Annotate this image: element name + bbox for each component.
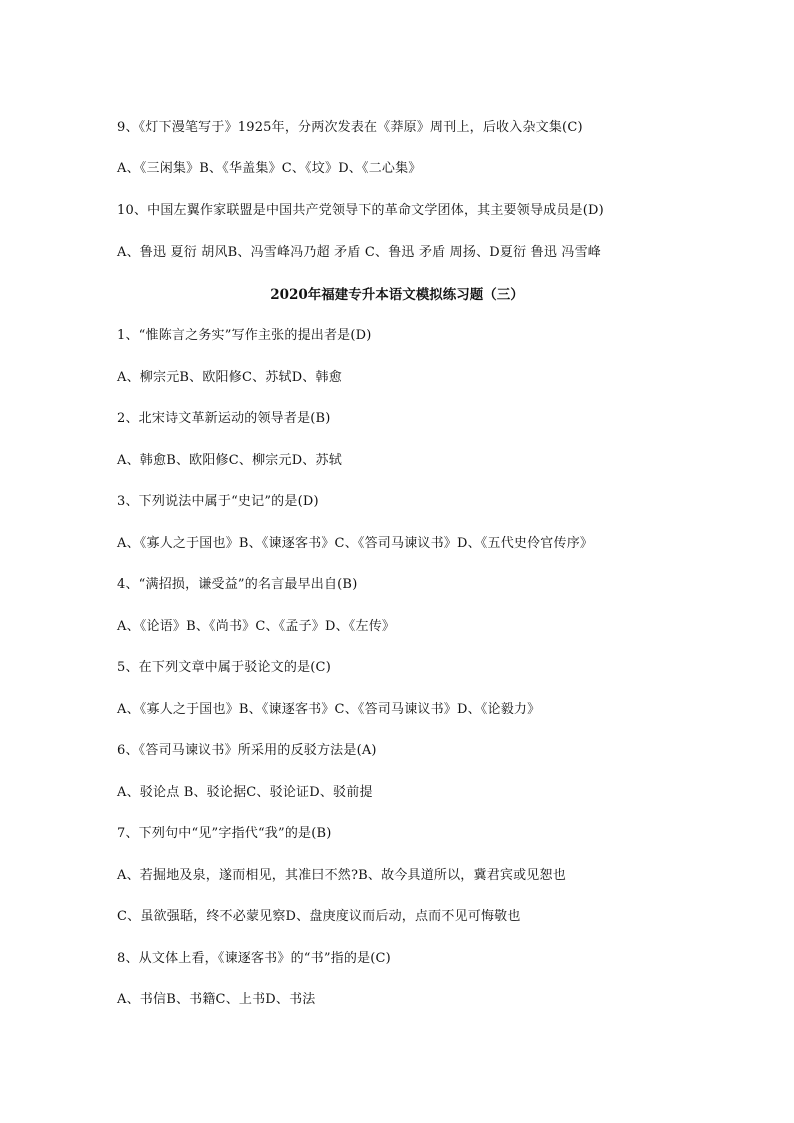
question-1-options: A、柳宗元B、欧阳修C、苏轼D、韩愈 <box>117 370 342 385</box>
question-4-options: A、《论语》B、《尚书》C、《孟子》D、《左传》 <box>117 619 396 634</box>
question-9-options: A、《三闲集》B、《华盖集》C、《坟》D、《二心集》 <box>117 161 422 176</box>
question-2-options: A、韩愈B、欧阳修C、柳宗元D、苏轼 <box>117 453 342 468</box>
question-8: 8、从文体上看，《谏逐客书》的“书”指的是(C) <box>117 951 391 966</box>
question-2: 2、北宋诗文革新运动的领导者是(B) <box>117 411 331 426</box>
question-4: 4、“满招损，谦受益”的名言最早出自(B) <box>117 577 358 592</box>
question-7: 7、下列句中“见”字指代“我”的是(B) <box>117 826 332 841</box>
question-6: 6、《答司马谏议书》所采用的反驳方法是(A) <box>117 743 377 758</box>
question-6-options: A、驳论点 B、驳论据C、驳论证D、驳前提 <box>117 785 373 800</box>
question-10-options: A、鲁迅 夏衍 胡风B、冯雪峰冯乃超 矛盾 C、鲁迅 矛盾 周扬、D夏衍 鲁迅 冯雪峰 <box>117 245 601 260</box>
question-1: 1、“惟陈言之务实”写作主张的提出者是(D) <box>117 328 372 343</box>
question-10: 10、中国左翼作家联盟是中国共产党领导下的革命文学团体，其主要领导成员是(D) <box>117 203 604 218</box>
question-3: 3、下列说法中属于“史记”的是(D) <box>117 494 319 509</box>
question-7-options-cd: C、虽欲强聒，终不必蒙见察D、盘庚度议而后动，点而不见可悔敬也 <box>117 909 521 924</box>
section-title: 2020年福建专升本语文模拟练习题（三） <box>270 287 524 303</box>
question-9: 9、《灯下漫笔写于》1925年，分两次发表在《莽原》周刊上，后收入杂文集(C) <box>117 120 583 135</box>
question-5-options: A、《寡人之于国也》B、《谏逐客书》C、《答司马谏议书》D、《论毅力》 <box>117 702 541 717</box>
question-7-options-ab: A、若掘地及泉，遂而相见，其准曰不然?B、故今具道所以，冀君宾或见恕也 <box>117 868 566 883</box>
question-3-options: A、《寡人之于国也》B、《谏逐客书》C、《答司马谏议书》D、《五代史伶官传序》 <box>117 536 594 551</box>
question-5: 5、在下列文章中属于驳论文的是(C) <box>117 660 331 675</box>
question-8-options: A、书信B、书籍C、上书D、书法 <box>117 992 316 1007</box>
